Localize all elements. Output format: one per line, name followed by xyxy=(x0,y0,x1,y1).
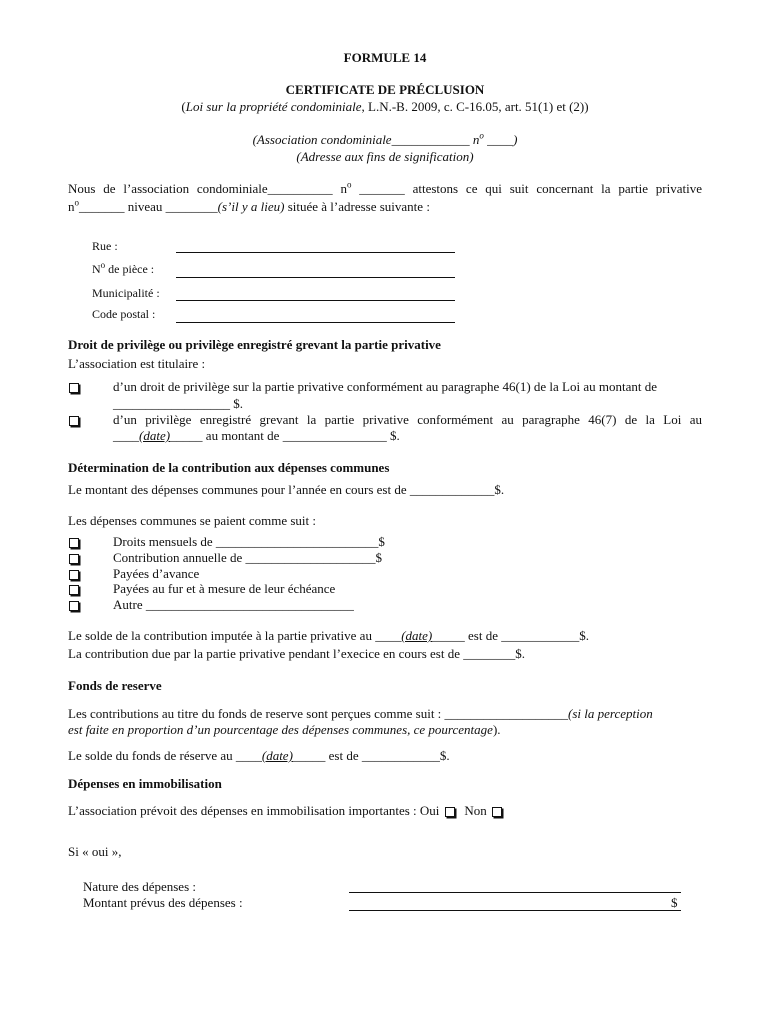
expense-nature-field[interactable] xyxy=(349,892,681,893)
privilege-option-1-checkbox[interactable] xyxy=(69,383,79,393)
reserve-contribution-line-2: est faite en proportion d’un pourcentage des dépenses communes, ce pourcentage). xyxy=(68,722,501,737)
reserve-heading: Fonds de reserve xyxy=(68,678,162,693)
contribution-amount-line: Le montant des dépenses communes pour l’année en cours est de _____________$. xyxy=(68,482,505,497)
payment-option-advance: Payées d’avance xyxy=(113,566,200,581)
payment-option-as-due: Payées au fur et à mesure de leur échéance xyxy=(113,581,336,596)
intro-line-2: $n^o\_\_\_\_\_\_\_$ niveau ________(s’il y a lieu) située à l’adresse suivante : xyxy=(68,197,430,214)
contribution-heading: Détermination de la contribution aux dépenses communes xyxy=(68,460,390,475)
municipality-field[interactable] xyxy=(176,300,455,301)
postal-code-field[interactable] xyxy=(176,322,455,323)
capital-expenses-question: L’association prévoit des dépenses en immobilisation importantes : Oui Non xyxy=(68,803,502,819)
certificate-title: CERTIFICATE DE PRÉCLUSION xyxy=(285,82,485,97)
expense-nature-label: Nature des dépenses : xyxy=(83,879,196,894)
no-checkbox[interactable] xyxy=(492,807,502,817)
address-for-service: (Adresse aux fins de signification) xyxy=(296,149,474,164)
unit-number-label: $N^o$ de pièce : xyxy=(92,260,155,276)
street-field[interactable] xyxy=(176,252,455,253)
form-number: FORMULE 14 xyxy=(343,50,427,65)
postal-code-label: Code postal : xyxy=(92,307,156,321)
yes-checkbox[interactable] xyxy=(445,807,455,817)
payment-option-checkbox[interactable] xyxy=(69,570,79,580)
privilege-option-1-line-1: d’un droit de privilège sur la partie privative conformément au paragraphe 46(1) de la Loi au montant de xyxy=(113,379,657,394)
payment-option-checkbox[interactable] xyxy=(69,538,79,548)
privilege-heading: Droit de privilège ou privilège enregistré grevant la partie privative xyxy=(68,337,441,352)
association-line: (Association condominiale____________ $n^o$ ____) xyxy=(252,130,518,147)
if-yes-label: Si « oui », xyxy=(68,844,122,859)
intro-line-1: Nous de l’association condominiale__________ $n^o$ _______ attestons ce qui suit concernant la partie privative xyxy=(68,179,702,196)
payment-option-monthly: Droits mensuels de _________________________$ xyxy=(113,534,385,549)
reserve-contribution-line-1: Les contributions au titre du fonds de reserve sont perçues comme suit : ___________________(si la perception xyxy=(68,706,653,721)
expense-amount-label: Montant prévus des dépenses : xyxy=(83,895,243,910)
municipality-label: Municipalité : xyxy=(92,286,160,300)
expense-amount-field[interactable] xyxy=(349,910,681,911)
payment-option-checkbox[interactable] xyxy=(69,601,79,611)
contribution-due-line: La contribution due par la partie privative pendant l’execice en cours est de ________$. xyxy=(68,646,525,661)
payment-option-other: Autre ________________________________ xyxy=(113,597,354,612)
contribution-balance-line: Le solde de la contribution imputée à la partie privative au ____(date)_____ est de ____________$. xyxy=(68,628,589,643)
capital-expenses-heading: Dépenses en immobilisation xyxy=(68,776,222,791)
law-reference: (Loi sur la propriété condominiale, L.N.-B. 2009, c. C-16.05, art. 51(1) et (2)) xyxy=(181,99,589,114)
unit-number-field[interactable] xyxy=(176,277,455,278)
privilege-option-2-line-2: ____(date)_____ au montant de ________________ $. xyxy=(113,428,400,443)
privilege-option-1-line-2: __________________ $. xyxy=(113,396,243,411)
payment-option-checkbox[interactable] xyxy=(69,554,79,564)
privilege-intro: L’association est titulaire : xyxy=(68,356,206,371)
payment-option-annual: Contribution annuelle de ____________________$ xyxy=(113,550,383,565)
street-label: Rue : xyxy=(92,239,118,253)
reserve-balance-line: Le solde du fonds de réserve au ____(date)_____ est de ____________$. xyxy=(68,748,450,763)
payment-option-checkbox[interactable] xyxy=(69,585,79,595)
dollar-sign: $ xyxy=(671,895,678,910)
payment-intro: Les dépenses communes se paient comme suit : xyxy=(68,513,317,528)
privilege-option-2-line-1: d’un privilège enregistré grevant la partie privative conformément au paragraphe 46(7) de la Loi au xyxy=(113,412,702,427)
privilege-option-2-checkbox[interactable] xyxy=(69,416,79,426)
